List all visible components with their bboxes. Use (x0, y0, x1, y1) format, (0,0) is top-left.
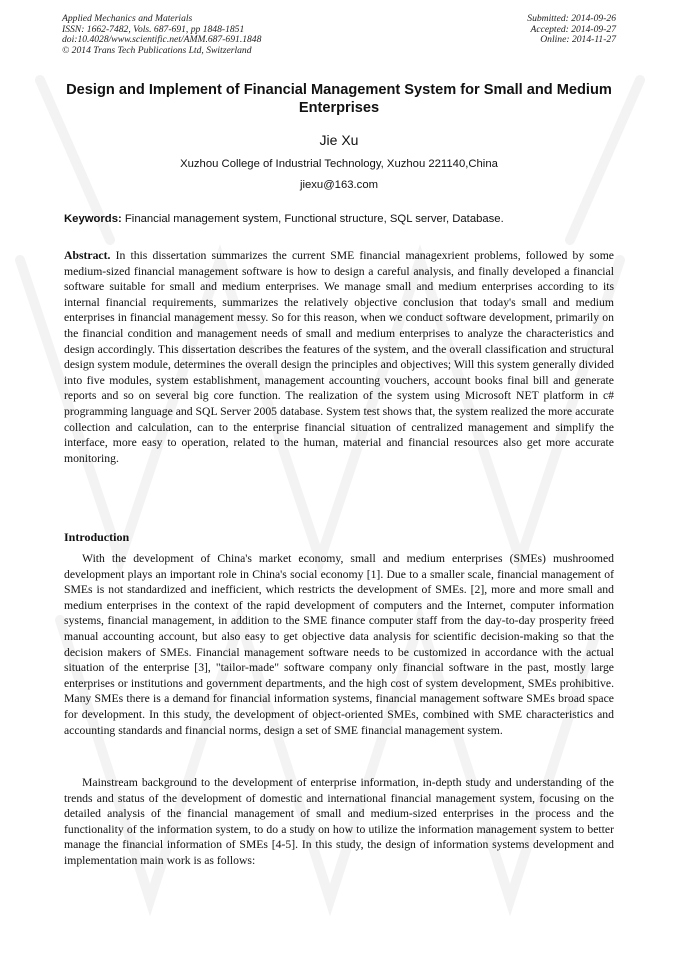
doi-line: doi:10.4028/www.scientific.net/AMM.687-691.1848 (62, 34, 262, 46)
journal-name: Applied Mechanics and Materials (62, 13, 193, 24)
keywords (64, 213, 616, 225)
submitted-date: Submitted: 2014-09-26 (527, 13, 616, 24)
abstract-text: In this dissertation summarizes the current SME financial managexrient problems, followed by some medium-sized financial management software is how to design a careful analysis, and finally developed a financial software suitable for small and medium enterprises. We manage small and medium enterprises according to its internal financial requirements, summarizes the relatively objective conclusion that today's small and medium enterprises in financial management messy. So for this reason, when we conduct software development, primarily on the financial condition and management needs of small and medium enterprises to analyze the characteristics and design accordingly. This dissertation describes the features of the system, and the overall classification and structural design system module, determines the overall design the principles and objectives; Will this system generally divided into five modules, system establishment, management accounting vouchers, account books final bill and generate reports and so on several big core function. The realization of the system using Microsoft NET platform in c# programming language and SQL Server 2005 database. System test shows that, the system realized the more accurate collection and calculation, can to the enterprise financial situation of centralized management and simplify the interface, more easy to operation, related to the human, material and financial resources also get more accurate monitoring. (64, 249, 614, 465)
keywords-text: Financial management system, Functional structure, SQL server, Database. (124, 213, 504, 225)
paper-title: Design and Implement of Financial Management System for Small and Medium Enterprises (66, 82, 612, 116)
introduction-heading: Introduction (64, 530, 130, 544)
online-date: Online: 2014-11-27 (540, 34, 616, 46)
introduction-paragraph-2: Mainstream background to the development of enterprise information, in-depth study and understanding of the trends and status of the development of domestic and international financial management system, focusing on the detailed analysis of the financial management of small and medium-sized enterprises in the process and the functionality of the information system, to do a study on how to utilize the information management system to better manage the financial information of SMEs [4-5]. In this study, the design of information systems development and implementation main work is as follows: (64, 776, 614, 867)
copyright-line: © 2014 Trans Tech Publications Ltd, Switzerland (62, 44, 252, 56)
abstract (64, 248, 614, 466)
author-name: Jie Xu (319, 132, 359, 148)
journal-info (62, 14, 261, 56)
keywords-label: Keywords: (64, 213, 122, 225)
introduction-paragraph-1: With the development of China's market economy, small and medium enterprises (SMEs) mushroomed development plays an important role in China's social economy [1]. Due to a smaller scale, financial management of SMEs is not standardized and inefficient, which restricts the development of SMEs. [2], more and more small and medium enterprises in the context of the rapid development of computers and the Internet, computer information systems, financial management, in addition to the SME finance computer staff from the day-to-day prosperity freed manual accounting account, but also easy to get objective data analysis for scientific decision-making so that the decision makers of SMEs. Financial management software needs to be customized in accordance with the actual situation of the enterprise [3], "tailor-made" software company only financial software in the past, mostly large enterprises or institutions and government departments, and the high cost of system development, SMEs prohibitive. Many SMEs there is a demand for financial information systems, financial management software SMEs broad space for development. In this study, the development of object-oriented SMEs, combined with SME characteristics and accounting standards and financial norms, design a set of SME financial management system. (64, 552, 614, 737)
author-email: jiexu@163.com (299, 179, 379, 191)
publication-dates (527, 14, 616, 46)
author-affiliation: Xuzhou College of Industrial Technology, Xuzhou 221140,China (180, 158, 498, 170)
issn-line: ISSN: 1662-7482, Vols. 687-691, pp 1848-1851 (62, 23, 245, 35)
abstract-label: Abstract. (64, 249, 111, 262)
accepted-date: Accepted: 2014-09-27 (530, 23, 616, 35)
